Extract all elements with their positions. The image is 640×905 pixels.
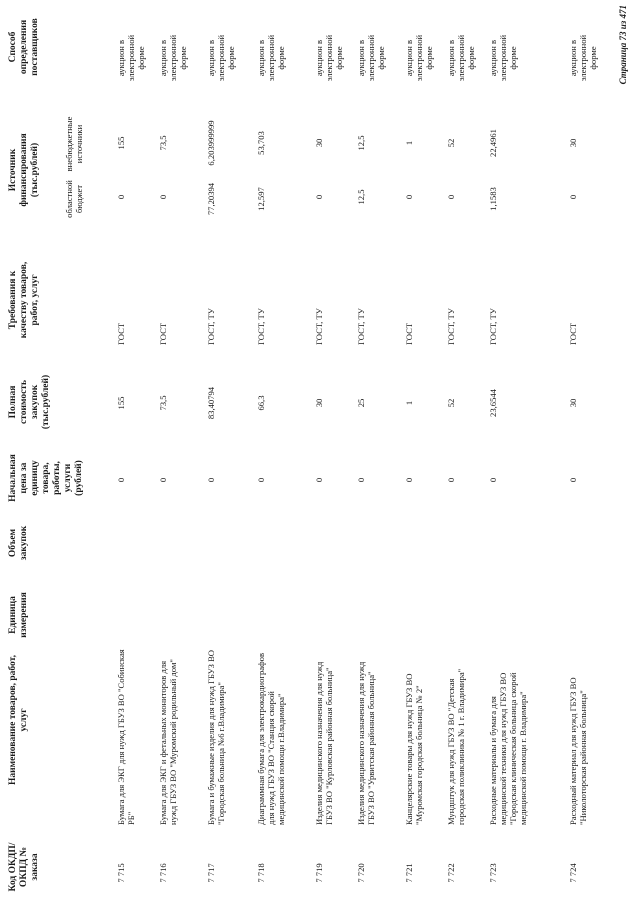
header-method: Способ определения поставщиков bbox=[8, 18, 40, 76]
row-regional: 0 bbox=[158, 194, 168, 200]
row-req: ГОСТ bbox=[404, 322, 414, 345]
row-code: 7 717 bbox=[206, 863, 216, 883]
row-code: 7 718 bbox=[256, 863, 266, 883]
row-total: 52 bbox=[446, 398, 456, 408]
header-funding-regional: областной бюджет bbox=[64, 180, 84, 218]
row-extra: 52 bbox=[446, 138, 456, 148]
row-total: 1 bbox=[404, 400, 414, 406]
header-funding: Источник финансирования (тыс.рублей) bbox=[8, 133, 40, 207]
page-number: Страница 73 из 471 bbox=[618, 5, 628, 85]
row-price: 0 bbox=[568, 477, 578, 483]
row-total: 30 bbox=[568, 398, 578, 408]
row-regional: 0 bbox=[568, 194, 578, 200]
row-code: 7 723 bbox=[488, 863, 498, 883]
row-regional: 0 bbox=[116, 194, 126, 200]
row-total: 66,3 bbox=[256, 395, 266, 411]
row-regional: 0 bbox=[404, 194, 414, 200]
row-total: 83,40794 bbox=[206, 386, 216, 420]
row-name: Канцелярские товары для нужд ГБУЗ ВО "Муромская городская больница № 2" bbox=[404, 673, 424, 825]
row-req: ГОСТ, ТУ bbox=[256, 308, 266, 345]
row-regional: 0 bbox=[446, 194, 456, 200]
row-regional: 12,5 bbox=[356, 189, 366, 205]
row-code: 7 724 bbox=[568, 863, 578, 883]
row-extra: 1 bbox=[404, 140, 414, 146]
row-total: 30 bbox=[314, 398, 324, 408]
row-method: аукцион в электронной форме bbox=[488, 34, 518, 82]
row-price: 0 bbox=[488, 477, 498, 483]
row-price: 0 bbox=[356, 477, 366, 483]
row-price: 0 bbox=[116, 477, 126, 483]
header-code: Код ОКДП/ ОКПД № заказа bbox=[8, 842, 40, 892]
row-req: ГОСТ, ТУ bbox=[488, 308, 498, 345]
row-code: 7 721 bbox=[404, 863, 414, 883]
row-name: Бумага для ЭКГ и фетальных мониторов для нужд ГБУЗ ВО "Муромский родильный дом" bbox=[158, 659, 178, 825]
row-req: ГОСТ, ТУ bbox=[206, 308, 216, 345]
row-price: 0 bbox=[158, 477, 168, 483]
row-extra: 155 bbox=[116, 136, 126, 150]
row-method: аукцион в электронной форме bbox=[568, 34, 598, 82]
row-code: 7 716 bbox=[158, 863, 168, 883]
row-name: Бумага и бумажные изделия для нужд ГБУЗ ВО "Городская больница №6 г.Владимира" bbox=[206, 649, 226, 825]
row-regional: 1,1583 bbox=[488, 187, 498, 211]
row-regional: 0 bbox=[314, 194, 324, 200]
row-price: 0 bbox=[206, 477, 216, 483]
row-method: аукцион в электронной форме bbox=[446, 34, 476, 82]
row-total: 25 bbox=[356, 398, 366, 408]
header-unit-price: Начальная цена за единицу товара, работы, услуги (рублей) bbox=[8, 454, 84, 502]
row-price: 0 bbox=[404, 477, 414, 483]
row-name: Мундштук для нужд ГБУЗ ВО "Детская городская поликлиника № 1 г. Владимира" bbox=[446, 668, 466, 825]
row-req: ГОСТ bbox=[568, 322, 578, 345]
row-method: аукцион в электронной форме bbox=[116, 34, 146, 82]
row-method: аукцион в электронной форме bbox=[206, 34, 236, 82]
row-extra: 30 bbox=[314, 138, 324, 148]
row-price: 0 bbox=[256, 477, 266, 483]
row-extra: 22,4961 bbox=[488, 129, 498, 157]
header-funding-extra: внебюджетные источники bbox=[64, 116, 84, 172]
row-name: Изделия медицинского назначения для нужд ГБУЗ ВО "Курловская районная больница" bbox=[314, 661, 334, 825]
row-code: 7 715 bbox=[116, 863, 126, 883]
row-extra: 73,5 bbox=[158, 135, 168, 151]
row-regional: 12,597 bbox=[256, 187, 266, 211]
header-unit: Единица измерения bbox=[8, 592, 29, 638]
header-requirements: Требования к качеству товаров, работ, услуг bbox=[8, 261, 40, 339]
row-req: ГОСТ, ТУ bbox=[314, 308, 324, 345]
row-total: 23,6544 bbox=[488, 389, 498, 417]
header-total: Полная стоимость закупок (тыс.рублей) bbox=[8, 374, 51, 430]
row-name: Изделия медицинского назначения для нужд ГБУЗ ВО "Урвитская районная больница" bbox=[356, 661, 376, 825]
row-name: Диаграммная бумага для электрокардиографов для нужд ГБУЗ ВО "Станция скорой медицинской помощи г.Владимира" bbox=[256, 653, 286, 825]
header-name: Наименование товаров, работ, услуг bbox=[8, 655, 29, 785]
row-extra: 6,203999999 bbox=[206, 120, 216, 166]
row-code: 7 720 bbox=[356, 863, 366, 883]
row-price: 0 bbox=[314, 477, 324, 483]
row-extra: 53,703 bbox=[256, 131, 266, 155]
row-name: Бумага для ЭКГ для нужд ГБУЗ ВО "Собинская РБ" bbox=[116, 649, 136, 825]
row-req: ГОСТ, ТУ bbox=[446, 308, 456, 345]
row-total: 73,5 bbox=[158, 395, 168, 411]
row-name: Расходные материалы и бумага для медицинской техники для нужд ГБУЗ ВО "Городская клиническая больница скорой медицинской помощи г. Владимира" bbox=[488, 672, 528, 825]
row-regional: 77,20394 bbox=[206, 182, 216, 216]
row-method: аукцион в электронной форме bbox=[314, 34, 344, 82]
row-extra: 30 bbox=[568, 138, 578, 148]
header-volume: Объем закупок bbox=[8, 525, 29, 561]
row-method: аукцион в электронной форме bbox=[158, 34, 188, 82]
row-price: 0 bbox=[446, 477, 456, 483]
row-name: Расходный материал для нужд ГБУЗ ВО "Николоторская районная больница" bbox=[568, 677, 588, 825]
row-method: аукцион в электронной форме bbox=[256, 34, 286, 82]
row-extra: 12,5 bbox=[356, 135, 366, 151]
row-method: аукцион в электронной форме bbox=[356, 34, 386, 82]
row-req: ГОСТ bbox=[158, 322, 168, 345]
row-req: ГОСТ, ТУ bbox=[356, 308, 366, 345]
row-req: ГОСТ bbox=[116, 322, 126, 345]
row-code: 7 719 bbox=[314, 863, 324, 883]
row-code: 7 722 bbox=[446, 863, 456, 883]
row-total: 155 bbox=[116, 396, 126, 410]
row-method: аукцион в электронной форме bbox=[404, 34, 434, 82]
